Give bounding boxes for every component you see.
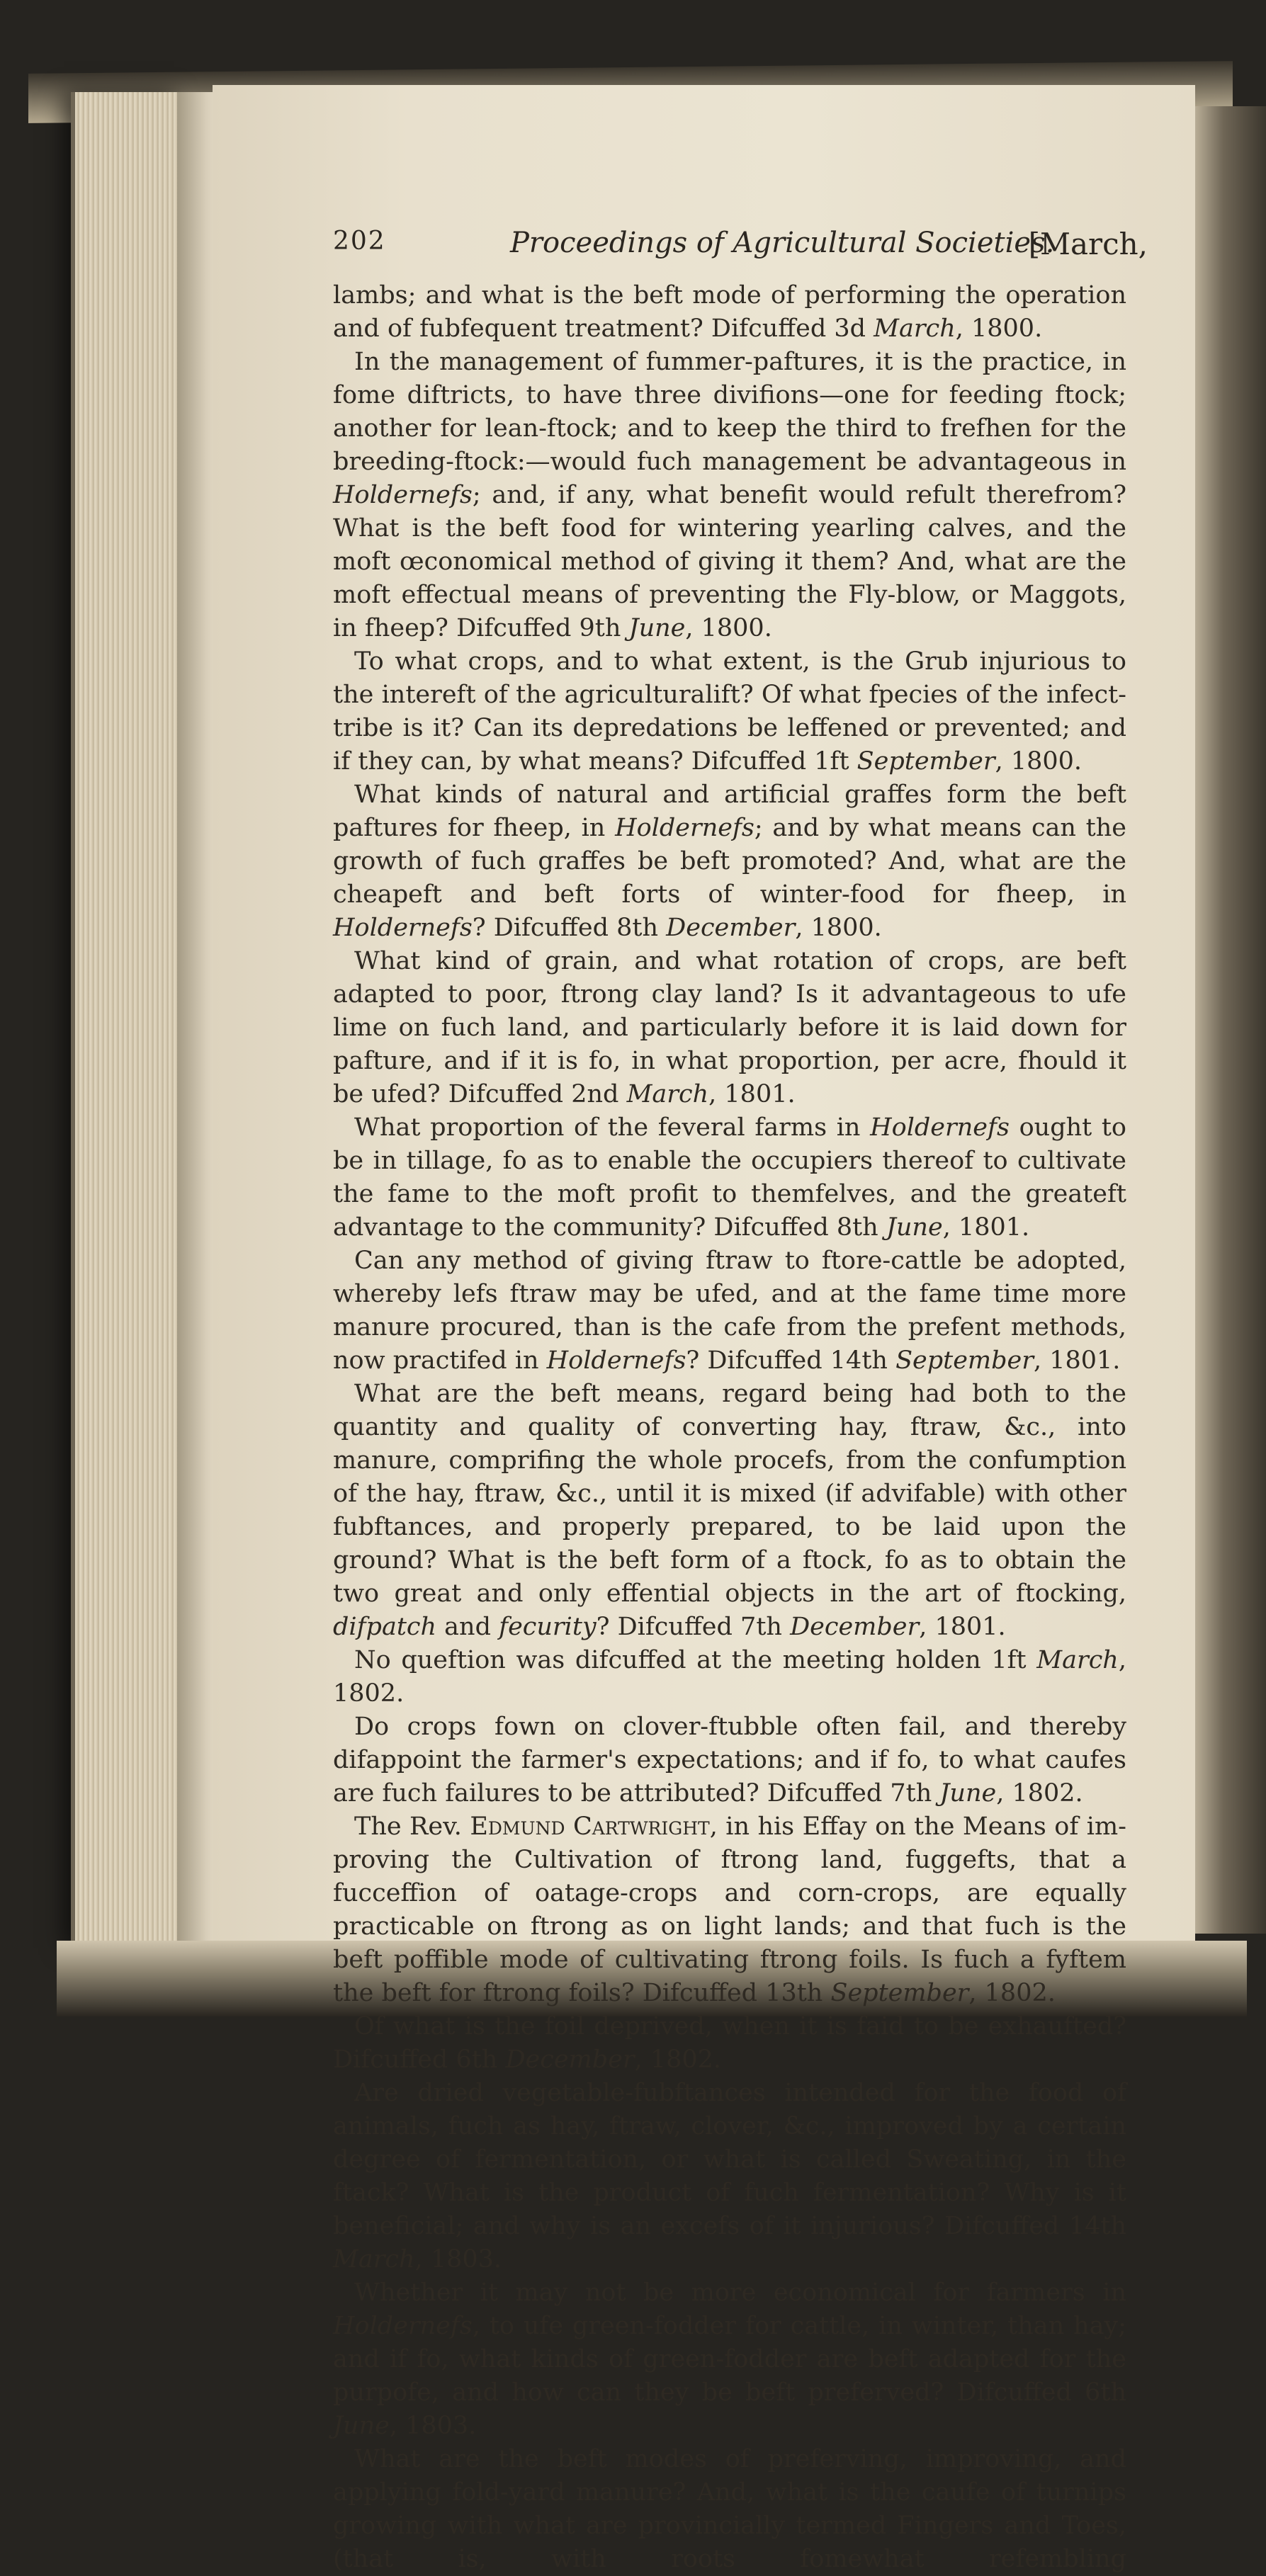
text-run: ? Difcuffed 7th	[596, 1613, 791, 1641]
paragraph	[333, 1710, 1126, 1810]
paragraph	[333, 2276, 1126, 2443]
paragraph	[333, 1111, 1126, 1244]
running-head-date: [March,	[1028, 227, 1148, 261]
spine-margin-text	[106, 156, 120, 552]
text-run: , 1802.	[333, 1646, 1126, 1708]
text-run: , 1803.	[414, 2245, 502, 2274]
text-run: ought to be in tillage, fo as to enable the occupiers thereof to cultivate the fame to the moft profit to themfelves, and the greateft advantage to the community? Difcuffed 8th	[333, 1113, 1127, 1242]
italic-run: December	[666, 914, 796, 942]
left-page-stack	[71, 92, 181, 1948]
text-run: , in his Effay on the Means of improving the Cultivation of ftrong land, fuggefts, that a fucceffion of oatage-crops and corn-crops, are equally practicable on ftrong as on light lands; and that fuch is the beft poffible mode of cultivating ftrong foils. Is fuch a fyftem the beft for ftrong foils? Difcuffed 13th	[333, 1812, 1126, 2007]
italic-run: June	[939, 1779, 997, 1808]
paragraph	[333, 1378, 1126, 1644]
italic-run: Holdernefs	[333, 914, 473, 942]
italic-run: March	[1036, 1646, 1119, 1674]
text-run: In the management of fummer-paftures, it is the practice, in fome diftricts, to have three divifions—one for feeding ftock; another for lean-ftock; and to keep the third to frefhen for the breeding-ftock:—would fuch management be advantageous in	[333, 348, 1126, 476]
italic-run: Holdernefs	[546, 1346, 686, 1375]
paragraph	[333, 279, 1126, 346]
italic-run: September	[830, 1979, 969, 2007]
paragraph	[333, 2077, 1126, 2276]
italic-run: June	[333, 2412, 390, 2440]
text-run: What kinds of natural and artificial graffes form the beft paftures for fheep, in	[333, 781, 1126, 842]
text-run: , 1803.	[389, 2412, 477, 2440]
text-run: ; and, if any, what benefit would refult therefrom? What is the beft food for wintering yearling calves, and the moft œconomical method of giving it them? And, what are the moft effectual means of preventing the Fly-blow, or Maggots, in fheep? Difcuffed 9th	[333, 481, 1126, 642]
italic-run: fecurity	[499, 1613, 597, 1641]
small-caps-run: Edmund Cartwright	[470, 1812, 710, 1841]
text-run: , 1800.	[795, 914, 882, 942]
text-run: ; and by what means can the growth of fuch graffes be beft promoted? And, what are the cheapeft and beft forts of winter-food for fheep, in	[333, 814, 1126, 909]
text-run: ? Difcuffed 8th	[472, 914, 667, 942]
paragraph	[333, 945, 1126, 1111]
italic-run: Holdernefs	[870, 1113, 1010, 1142]
italic-run: Holdernefs	[333, 481, 473, 509]
text-run: , 1800.	[955, 314, 1043, 343]
text-run: , 1802.	[996, 1779, 1083, 1808]
text-run: , 1800.	[685, 614, 772, 642]
text-run: Are dried vegetable-fubftances intended for the food of animals, fuch as hay, ftraw, clover, &c., improved by a certain degree of fermentation, or what is called Sweating, in the ftack? What is the product of fuch fermentation? Why is it beneficial; and why is an excefs of it injurious? Difcuffed 14th	[333, 2079, 1126, 2240]
paragraph	[333, 645, 1126, 778]
text-run: Of what is the foil deprived, when it is faid to be exhaufted? Difcuffed 6th	[333, 2012, 1126, 2074]
page-body	[333, 279, 1126, 2576]
running-head: Proceedings of Agricultural Societies.	[510, 227, 1055, 259]
text-run: and	[436, 1613, 499, 1641]
text-run: What are the beft modes of preferving, improving, and applying fold-yard manure? And, what is the caufe of turnips growing with what are provincially termed Fingers and Toes, (that is, with roots fomewhat refembling	[333, 2445, 1126, 2573]
italic-run: difpatch	[333, 1613, 437, 1641]
text-run: , 1802.	[968, 1979, 1056, 2007]
paragraph	[333, 2010, 1126, 2077]
text-run: What kind of grain, and what rotation of crops, are beft adapted to poor, ftrong clay land? Is it advantageous to ufe lime on fuch land, and particularly before it is laid down for pafture, and if it is fo, in what proportion, per acre, fhould it be ufed? Difcuffed 2nd	[333, 947, 1126, 1108]
text-run: What are the beft means, regard being had both to the quantity and quality of converting hay, ftraw, &c., into manure, comprifing the whole procefs, from the confumption of the hay, ftraw, &c., until it is mixed (if advifable) with other fubftances, and properly prepared, to be laid upon the ground? What is the beft form of a ftock, fo as to obtain the two great and only effential objects in the art of ftocking,	[333, 1380, 1126, 1608]
italic-run: June	[628, 614, 686, 642]
paragraph	[333, 1244, 1126, 1378]
paragraph	[333, 2443, 1126, 2576]
paragraph	[333, 778, 1126, 945]
italic-run: March	[626, 1080, 709, 1108]
paragraph	[333, 1644, 1126, 1710]
text-run: Whether it may not be more economical for farmers in	[354, 2279, 1126, 2307]
text-run: , 1800.	[995, 747, 1083, 776]
italic-run: December	[505, 2046, 635, 2074]
italic-run: June	[886, 1213, 943, 1242]
text-run: , 1802.	[634, 2046, 722, 2074]
italic-run: September	[857, 747, 995, 776]
text-run: , to ufe green-fodder for cattle, in winter, than hay; and if fo, what kinds of green-fodder are beft adapted for the purpofe, and how can they be beft preferved? Difcuffed 6th	[333, 2312, 1126, 2407]
page-header	[333, 227, 1148, 266]
text-run: What proportion of the feveral farms in	[354, 1113, 871, 1142]
text-run: No queftion was difcuffed at the meeting holden 1ft	[354, 1646, 1037, 1674]
italic-run: March	[874, 314, 956, 343]
text-run: , 1801.	[708, 1080, 796, 1108]
italic-run: December	[790, 1613, 920, 1641]
italic-run: Holdernefs	[615, 814, 754, 842]
right-page-edge	[1195, 106, 1266, 1934]
text-run: ? Difcuffed 14th	[686, 1346, 896, 1375]
text-run: Do crops fown on clover-ftubble often fail, and thereby difappoint the farmer's expectations; and if fo, to what caufes are fuch failures to be attributed? Difcuffed 7th	[333, 1713, 1126, 1808]
text-run: , 1801.	[1033, 1346, 1121, 1375]
italic-run: March	[333, 2245, 415, 2274]
text-run: The Rev.	[354, 1812, 470, 1841]
paragraph	[333, 346, 1126, 645]
text-run: Can any method of giving ftraw to ftore-cattle be adopted, whereby lefs ftraw may be ufed, and at the fame time more manure procured, than is the cafe from the prefent methods, now practifed in	[333, 1247, 1126, 1375]
text-run: lambs; and what is the beft mode of performing the operation and of fubfequent treatment? Difcuffed 3d	[333, 281, 1126, 343]
italic-run: September	[895, 1346, 1034, 1375]
italic-run: Holdernefs	[333, 2312, 473, 2340]
text-run: To what crops, and to what extent, is the Grub injurious to the intereft of the agriculturalift? Of what fpecies of the infect-tribe is it? Can its depredations be leffened or prevented; and if they can, by what means? Difcuffed 1ft	[333, 647, 1126, 776]
text-run: , 1801.	[919, 1613, 1006, 1641]
paragraph	[333, 1810, 1126, 2010]
page-number: 202	[333, 227, 386, 256]
text-run: , 1801.	[942, 1213, 1030, 1242]
